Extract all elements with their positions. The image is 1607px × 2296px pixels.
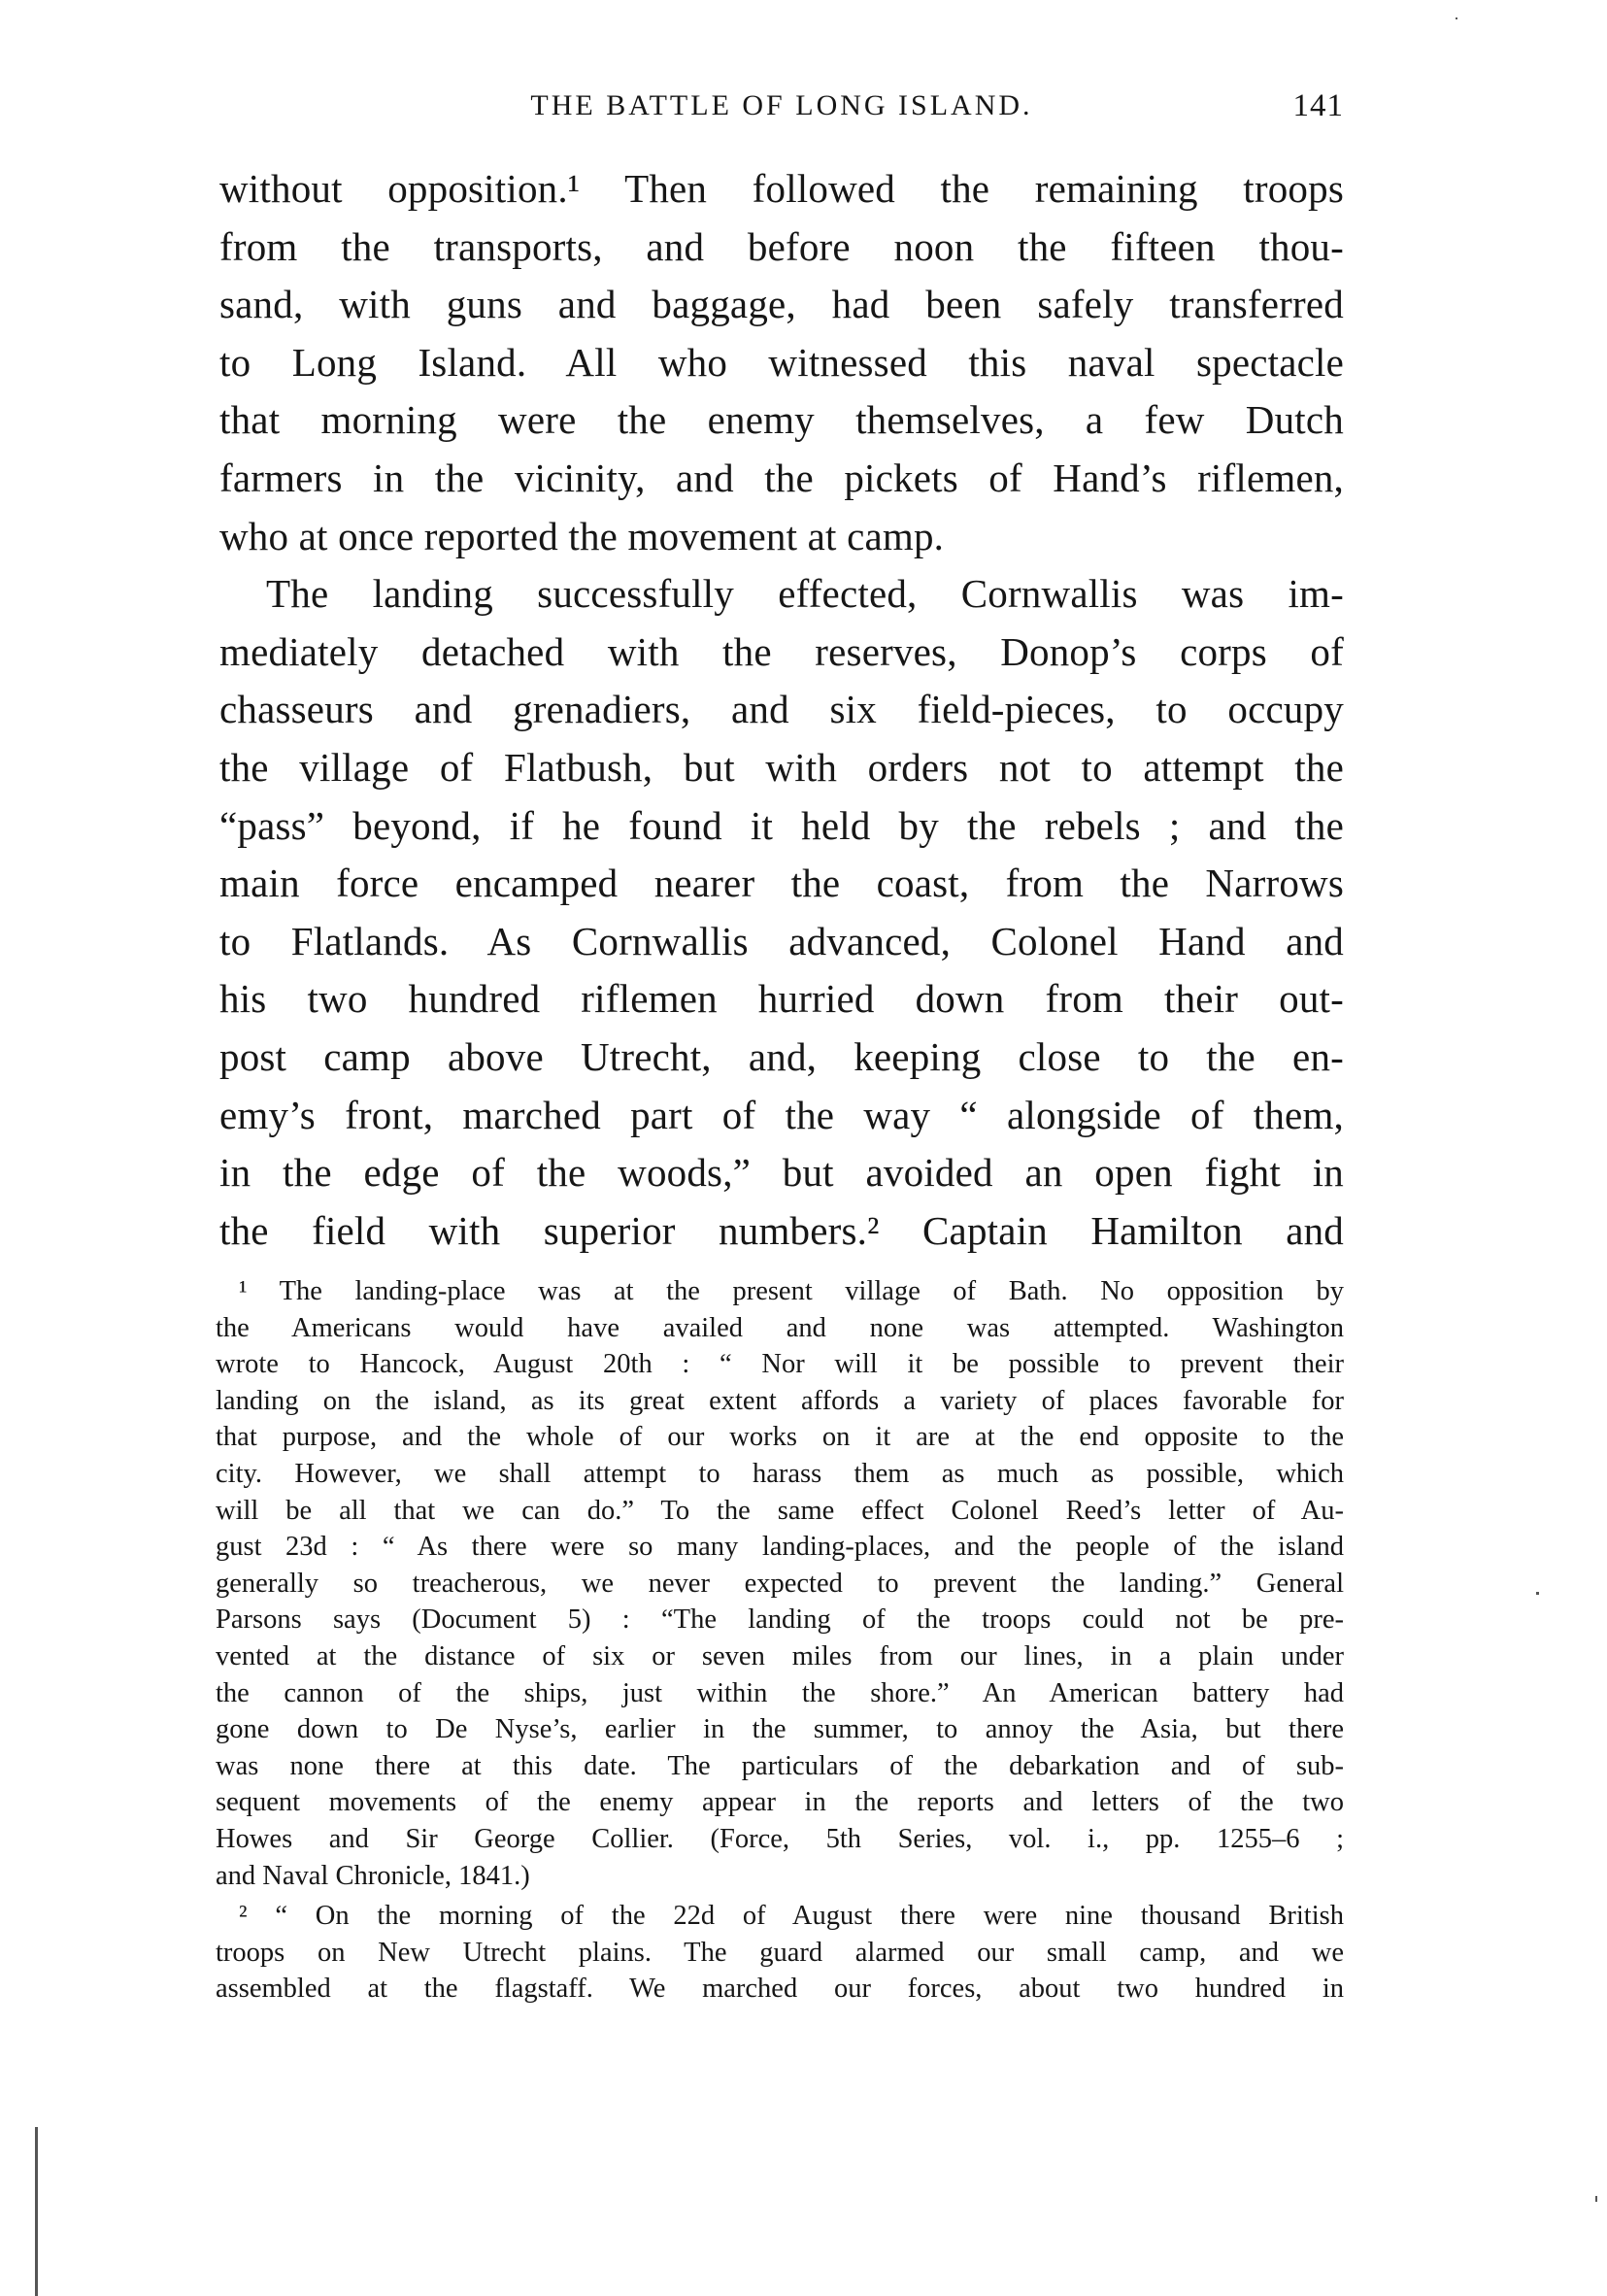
body-line: his two hundred riflemen hurried down from their out-	[219, 976, 1344, 1022]
running-title: THE BATTLE OF LONG ISLAND.	[530, 89, 1033, 121]
scan-speck	[1456, 17, 1457, 19]
scan-edge-mark	[35, 2127, 38, 2296]
body-line: sand, with guns and baggage, had been safely transferred	[219, 282, 1344, 327]
body-line: that morning were the enemy themselves, a few Dutch	[219, 397, 1344, 443]
footnote-line: troops on New Utrecht plains. The guard alarmed our small camp, and we	[216, 1937, 1344, 1968]
footnote-line: wrote to Hancock, August 20th : “ Nor will it be possible to prevent their	[216, 1349, 1344, 1380]
footnotes	[216, 1273, 1344, 2008]
footnote-line: assembled at the flagstaff. We marched our forces, about two hundred in	[216, 1974, 1344, 2005]
footnote-2	[216, 1898, 1344, 2008]
body-text	[219, 160, 1344, 1260]
body-line: the village of Flatbush, but with orders not to attempt the	[219, 744, 1344, 790]
footnote-line: the cannon of the ships, just within the shore.” An American battery had	[216, 1677, 1344, 1708]
footnote-line: sequent movements of the enemy appear in the reports and letters of the two	[216, 1787, 1344, 1818]
footnote-line: and Naval Chronicle, 1841.)	[216, 1860, 530, 1891]
footnote-line: vented at the distance of six or seven miles from our lines, in a plain under	[216, 1640, 1344, 1671]
body-line: chasseurs and grenadiers, and six field-pieces, to occupy	[219, 687, 1344, 732]
footnote-line: landing on the island, as its great extent affords a variety of places favorable for	[216, 1385, 1344, 1416]
body-line: without opposition.¹ Then followed the remaining troops	[219, 166, 1344, 211]
body-line: who at once reported the movement at camp.	[219, 513, 945, 558]
footnote-line: ¹ The landing-place was at the present village of Bath. No opposition by	[239, 1276, 1344, 1306]
body-line: main force encamped nearer the coast, from the Narrows	[219, 861, 1344, 906]
footnote-line: city. However, we shall attempt to harass them as much as possible, which	[216, 1458, 1344, 1489]
body-line: “pass” beyond, if he found it held by the rebels ; and the	[219, 802, 1344, 848]
footnote-line: generally so treacherous, we never expected to prevent the landing.” General	[216, 1568, 1344, 1599]
running-head	[219, 82, 1344, 130]
footnote-line: that purpose, and the whole of our works on it are at the end opposite to the	[216, 1422, 1344, 1453]
body-line: emy’s front, marched part of the way “ alongside of them,	[219, 1092, 1344, 1137]
body-line: The landing successfully effected, Cornwallis was im-	[266, 571, 1344, 617]
footnote-line: Parsons says (Document 5) : “The landing of the troops could not be pre-	[216, 1604, 1344, 1636]
body-line: farmers in the vicinity, and the pickets of Hand’s riflemen,	[219, 455, 1344, 500]
footnote-1	[216, 1273, 1344, 1894]
page-number: 141	[1292, 88, 1344, 123]
body-line: from the transports, and before noon the fifteen thou-	[219, 223, 1344, 269]
footnote-line: Howes and Sir George Collier. (Force, 5th Series, vol. i., pp. 1255–6 ;	[216, 1823, 1344, 1854]
body-line: the field with superior numbers.² Captain Hamilton and	[219, 1207, 1344, 1253]
footnote-line: gust 23d : “ As there were so many landing-places, and the people of the island	[216, 1532, 1344, 1563]
body-line: to Flatlands. As Cornwallis advanced, Colonel Hand and	[219, 918, 1344, 963]
footnote-line: was none there at this date. The particulars of the debarkation and of sub-	[216, 1750, 1344, 1781]
footnote-line: will be all that we can do.” To the same effect Colonel Reed’s letter of Au-	[216, 1495, 1344, 1526]
scan-speck	[1536, 1592, 1539, 1595]
body-line: mediately detached with the reserves, Donop’s corps of	[219, 628, 1344, 674]
scan-speck	[1595, 2196, 1597, 2202]
body-line: post camp above Utrecht, and, keeping close to the en-	[219, 1033, 1344, 1079]
footnote-line: ² “ On the morning of the 22d of August there were nine thousand British	[239, 1901, 1344, 1932]
body-line: to Long Island. All who witnessed this naval spectacle	[219, 339, 1344, 385]
footnote-line: gone down to De Nyse’s, earlier in the summer, to annoy the Asia, but there	[216, 1714, 1344, 1745]
body-line: in the edge of the woods,” but avoided an open fight in	[219, 1150, 1344, 1196]
footnote-line: the Americans would have availed and none was attempted. Washington	[216, 1312, 1344, 1343]
